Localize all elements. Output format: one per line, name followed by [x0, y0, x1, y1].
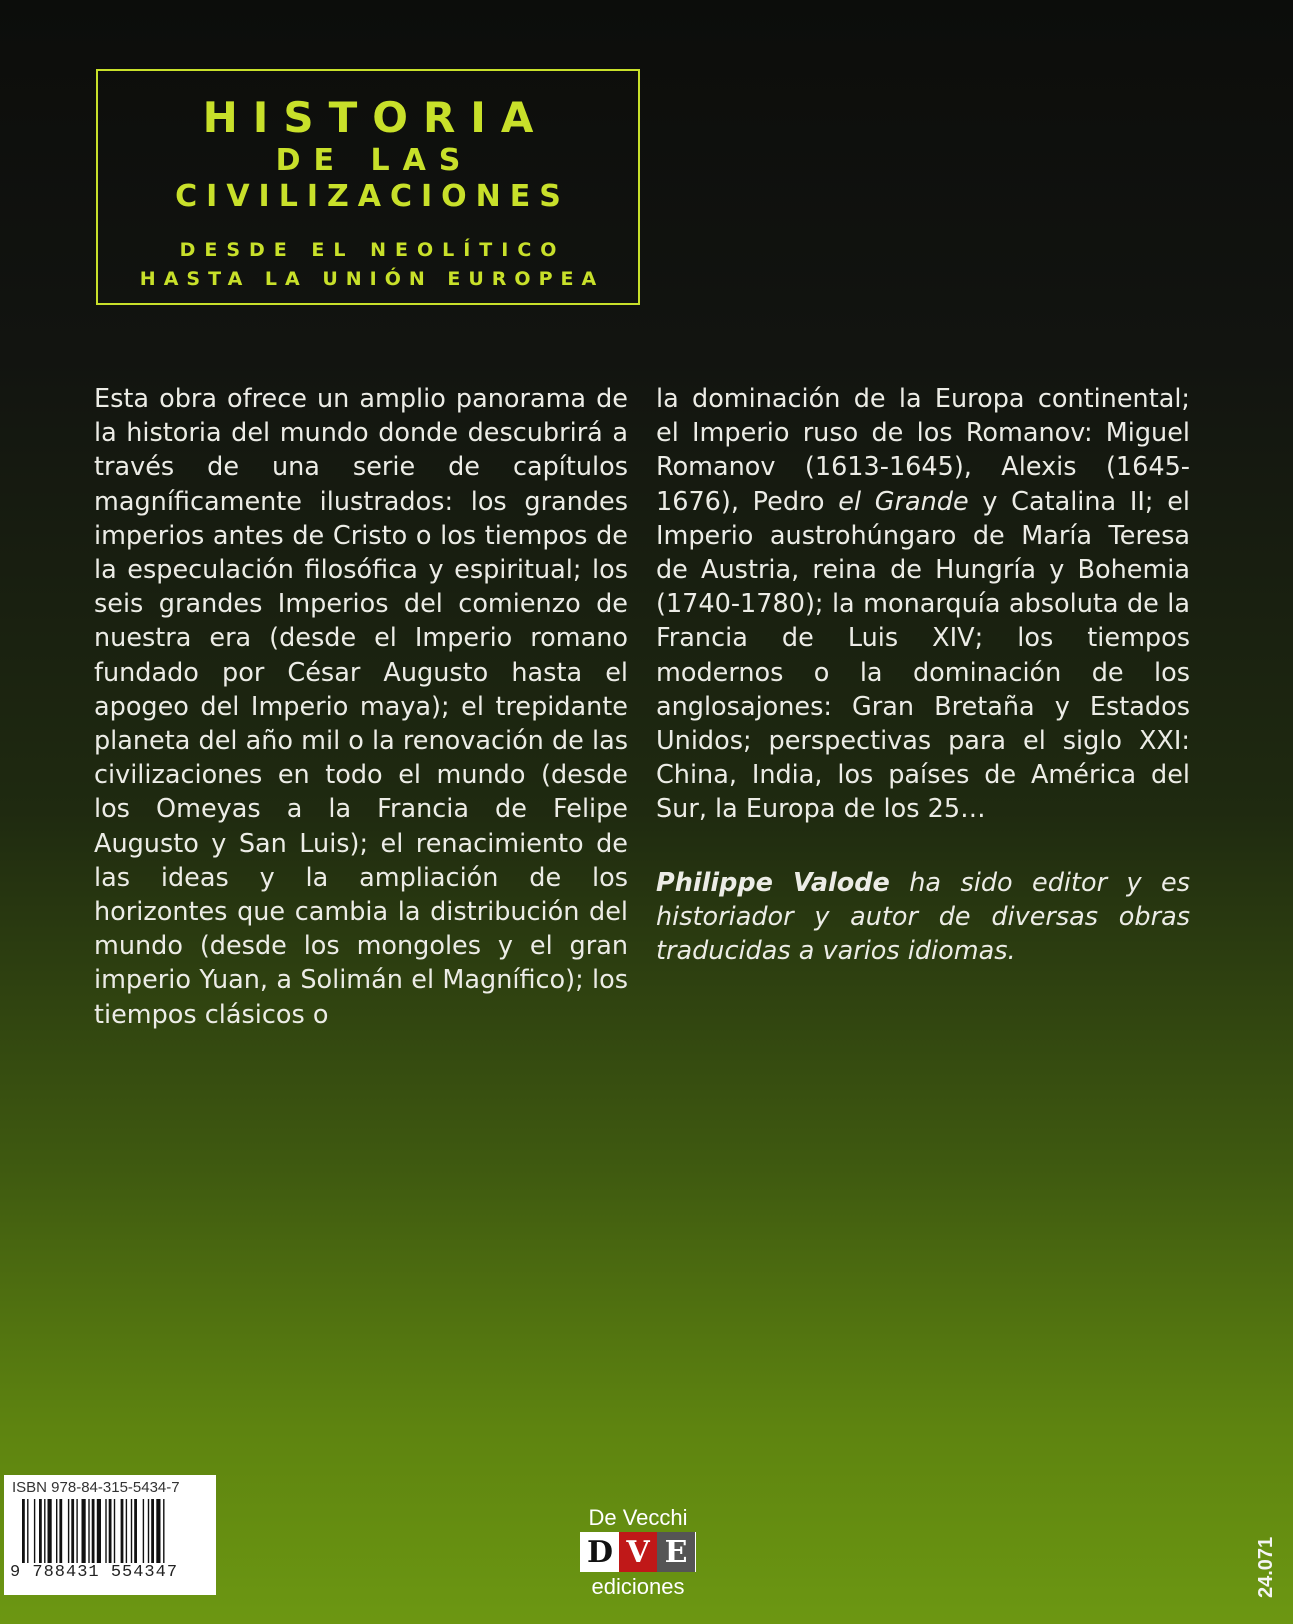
barcode-bar [114, 1499, 115, 1563]
barcode-bar [156, 1499, 160, 1563]
barcode-bar [22, 1499, 25, 1563]
logo-letter-d: D [581, 1532, 619, 1572]
barcode-bar [92, 1499, 95, 1563]
barcode-bars [22, 1499, 206, 1563]
barcode-bar [121, 1499, 124, 1563]
barcode [4, 1475, 216, 1595]
barcode-bar [88, 1499, 89, 1563]
title-box [96, 69, 640, 305]
right-text-part-1: la dominación de la Europa continental; el Imperio ruso de los Romanov: Miguel Romanov (1613-1645), Alexis (1645-1676), Pedro [656, 384, 1190, 517]
barcode-bar [48, 1499, 52, 1563]
barcode-bar [105, 1499, 106, 1563]
barcode-bar [44, 1499, 45, 1563]
barcode-bar [27, 1499, 28, 1563]
barcode-bar [39, 1499, 42, 1563]
barcode-bar [34, 1499, 35, 1563]
publisher-name: De Vecchi [588, 1505, 688, 1530]
barcode-bar [68, 1499, 69, 1563]
subtitle-line-1: DESDE EL NEOLÍTICO [179, 239, 566, 261]
barcode-bar [148, 1499, 149, 1563]
barcode-bar [151, 1499, 154, 1563]
author-name: Philippe Valode [656, 868, 890, 898]
barcode-bar [134, 1499, 137, 1563]
barcode-bar [59, 1499, 62, 1563]
barcode-bar [143, 1499, 144, 1563]
logo-letter-v: V [619, 1532, 657, 1572]
barcode-bar [82, 1499, 86, 1563]
barcode-bar [76, 1499, 77, 1563]
barcode-bar [131, 1499, 132, 1563]
logo-letter-e: E [657, 1532, 695, 1572]
body-right-column [656, 382, 1190, 827]
body-left-column: Esta obra ofrece un amplio panorama de la historia del mundo donde descubrirá a través de una serie de capítulos magníficamente ilustrados: los grandes imperios antes de Cristo o los tiempos de la especulación filosófica y espiritual; los seis grandes Imperios del comienzo de nuestra era (desde el Imperio romano fundado por César Augusto hasta el apogeo del Imperio maya); el trepidante planeta del año mil o la renovación de las civilizaciones en todo el mundo (desde los Omeyas a la Francia de Felipe Augusto y San Luis); el renacimiento de las ideas y la ampliación de los horizontes que cambia la distribución del mundo (desde los mongoles y el gran imperio Yuan, a Solimán el Magnífico); los tiempos clásicos o [94, 384, 628, 1030]
title-line-3: CIVILIZACIONES [175, 179, 570, 214]
isbn-label: ISBN 978-84-315-5434-7 [12, 1479, 180, 1496]
author-bio: ha sido editor y es historiador y autor de diversas obras traducidas a varios idiomas. [656, 868, 1191, 967]
barcode-bar [56, 1499, 57, 1563]
barcode-bar [109, 1499, 112, 1563]
barcode-bar [71, 1499, 74, 1563]
barcode-digits: 9 788431 554347 [10, 1563, 179, 1582]
dve-logo [580, 1532, 696, 1572]
barcode-bar [163, 1499, 164, 1563]
subtitle-line-2: HASTA LA UNIÓN EUROPEA [139, 268, 605, 290]
title-line-1: HISTORIA [202, 93, 549, 142]
author-note [656, 866, 1190, 969]
catalog-code: 24.071 [1255, 1536, 1277, 1598]
barcode-bar [97, 1499, 101, 1563]
publisher-logo [576, 1506, 700, 1600]
title-line-2: DE LAS [275, 143, 474, 178]
barcode-bar [126, 1499, 127, 1563]
right-text-part-2: y Catalina II; el Imperio austrohúngaro de María Teresa de Austria, reina de Hungría y Bohemia (1740-1780); la monarquía absoluta de la Francia de Luis XIV; los tiempos modernos o la dominación de los anglosajones: Gran Bretaña y Estados Unidos; perspectivas para el siglo XXI: China, India, los países de América del Sur, la Europa de los 25… [656, 486, 1190, 825]
right-text-italic: el Grande [838, 486, 969, 517]
publisher-subtitle: ediciones [591, 1574, 685, 1599]
